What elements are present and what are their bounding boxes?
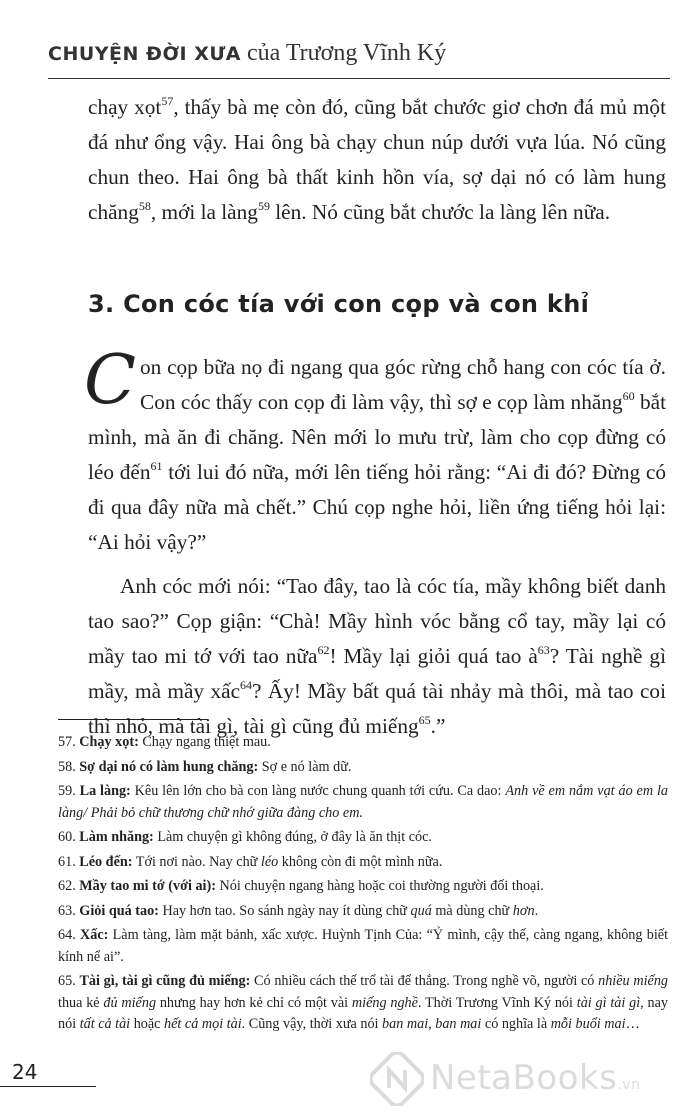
footnote-65: 65. Tài gì, tài gì cũng đủ miếng: Có nhiều cách thế trổ tài để thắng. Trong nghề võ, người có nhiều miếng thua kẻ đủ miếng nhưng hay hơn kẻ chỉ có một vài miếng nghề. Thời Trương Vĩnh Ký nói tài gì tài gì, nay nói tất cả tài hoặc hết cả mọi tài. Cũng vậy, thời xưa nói ban mai, ban mai có nghĩa là mỗi buổi mai…	[58, 973, 669, 1032]
running-header	[48, 40, 670, 72]
book-author-subtitle: của Trương Vĩnh Ký	[240, 40, 447, 66]
book-series-title: CHUYỆN ĐỜI XƯA	[48, 43, 241, 65]
page-number: 24	[12, 1060, 38, 1084]
footnote-ref-59[interactable]: 59	[257, 198, 270, 213]
watermark-text: NetaBooks.vn	[430, 1058, 641, 1098]
footnote-divider	[58, 719, 208, 720]
paragraph-2: Anh cóc mới nói: “Tao đây, tao là cóc tía, mầy không biết danh tao sao?” Cọp giận: “Chà! Mầy hình vóc bằng cổ tay, mầy lại có mầy tao mi tớ với tao nữa$^{62}$! Mầy lại giỏi quá tao $à^{63}$? Tài nghề gì mầy, mà mầy xấc$^{64}$? Ấy! Mầy bất quá tài nhảy mà thôi, mà tao coi thì nhỏ, mà tài gì, tài gì cũng đủ miếng$^{65}$.”	[88, 574, 667, 738]
footnotes	[58, 732, 668, 1039]
footnote-ref-58[interactable]: 58	[138, 198, 151, 213]
footnote-ref-60[interactable]: 60	[622, 388, 635, 403]
intro-paragraph: chạy xọt$^{57}$, thấy bà mẹ còn đó, cũng bắt chước giơ chơn đá mủ một đá như ổng vậy. Hai ông bà chạy chun núp dưới vựa lúa. Nó cũng chun theo. Hai ông bà thất kinh hồn vía, sợ dại nó có làm hung chăng$^{58}$, mới la làng$^{59}$ lên. Nó cũng bắt chước la làng lên nữa.	[88, 93, 666, 224]
footnote-ref-61[interactable]: 61	[150, 458, 163, 473]
footnote-ref-65[interactable]: 65	[418, 712, 431, 727]
footnote-59: 59. La làng: Kêu lên lớn cho bà con làng nước chung quanh tới cứu. Ca dao: Anh về em nắm vạt áo em la làng/ Phải bỏ chữ thương chữ nhớ giữa đàng cho em.	[58, 783, 668, 821]
footnote-58: 58. Sợ dại nó có làm hung chăng: Sợ e nó làm dữ.	[58, 758, 352, 775]
story-text	[84, 341, 667, 744]
footnote-64: 64. Xấc: Làm tàng, làm mặt bảnh, xấc xược. Huỳnh Tịnh Của: “Ỷ mình, cậy thế, càng ngang, không biết kính nể ai”.	[58, 927, 669, 965]
drop-cap: C	[84, 341, 137, 420]
footnote-57: 57. Chạy xọt: Chạy ngang thiệt mau.	[58, 734, 271, 750]
footnote-ref-63[interactable]: 63	[537, 642, 550, 657]
page-number-rule	[0, 1086, 96, 1087]
footnote-60: 60. Làm nhăng: Làm chuyện gì không đúng, ở đây là ăn thịt cóc.	[58, 829, 432, 845]
footnote-62: 62. Mầy tao mi tớ (với ai): Nói chuyện ngang hàng hoặc coi thường người đối thoại.	[58, 878, 544, 894]
footnote-ref-62[interactable]: 62	[317, 642, 330, 657]
paragraph-1: Con cọp bữa nọ đi ngang qua góc rừng chỗ hang con cóc tía ở. Con cóc thấy con cọp đi làm vậy, thì sợ e cọp làm nhăng$^{60}$ bắt mình, mà ăn đi chăng. Nên mới lo mưu trừ, làm cho cọp đừng có léo đến$^{61}$ tới lui đó nữa, mới lên tiếng hỏi rằng: “Ai đi đó? Đừng có đi qua đây nữa mà chết.” Chú cọp nghe hỏi, liền ứng tiếng hỏi lại: “Ai hỏi vậy?”	[84, 341, 667, 554]
section-heading: 3. Con cóc tía với con cọp và con khỉ	[88, 290, 590, 318]
footnote-ref-64[interactable]: 64	[240, 677, 253, 692]
watermark	[370, 1050, 690, 1110]
footnote-63: 63. Giỏi quá tao: Hay hơn tao. So sánh ngày nay ít dùng chữ quá mà dùng chữ hơn.	[58, 902, 539, 919]
header-divider	[48, 78, 670, 79]
footnote-ref-57[interactable]: 57	[161, 93, 174, 108]
footnote-61: 61. Léo đến: Tới nơi nào. Nay chữ léo không còn đi một mình nữa.	[58, 853, 443, 870]
netabooks-logo-icon	[370, 1052, 424, 1106]
